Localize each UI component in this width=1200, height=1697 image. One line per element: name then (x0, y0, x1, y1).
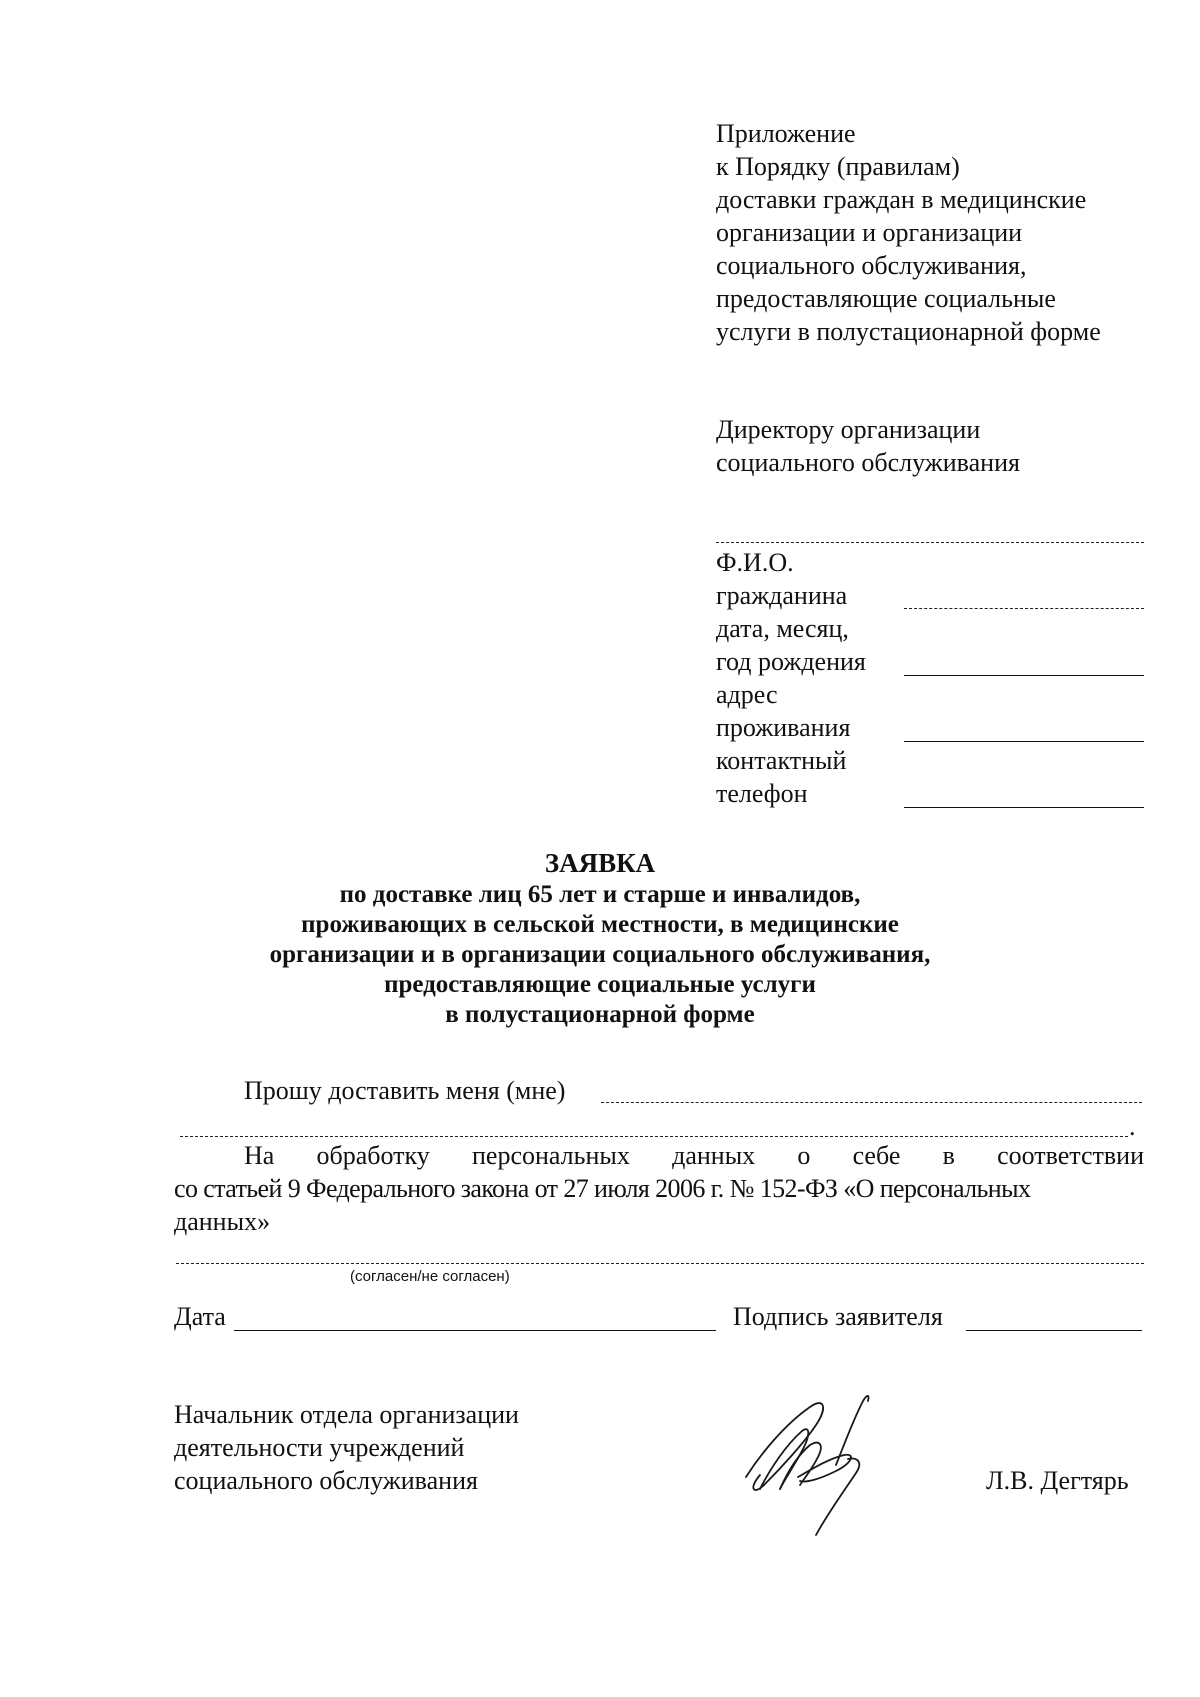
title-line: в полустационарной форме (445, 1001, 755, 1028)
addressee-line: Директору организации (716, 415, 981, 444)
signature-field[interactable] (966, 1330, 1142, 1331)
consent-line-1: На обработку персональных данных о себе в соответствии (244, 1141, 1144, 1170)
request-text: Прошу доставить меня (мне) (244, 1076, 566, 1105)
document-title (0, 848, 1200, 1030)
title-line: проживающих в сельской местности, в медицинские (301, 911, 899, 938)
annex-line: услуги в полустационарной форме (716, 317, 1101, 346)
annex-line: доставки граждан в медицинские (716, 185, 1087, 214)
annex-block (716, 117, 1156, 348)
request-field[interactable] (601, 1102, 1142, 1103)
request-end-mark: . (1129, 1112, 1136, 1141)
annex-line: к Порядку (правилам) (716, 152, 960, 181)
consent-line-3: данных» (174, 1207, 271, 1236)
title-heading: ЗАЯВКА (544, 848, 656, 878)
birth-date-field[interactable] (904, 675, 1144, 676)
annex-line: Приложение (716, 119, 856, 148)
director-name-line[interactable] (716, 542, 1144, 543)
birth-date-label: дата, месяц, (716, 614, 849, 643)
signatory-name: Л.В. Дегтярь (986, 1466, 1129, 1495)
signatory-position-line: Начальник отдела организации (174, 1400, 519, 1429)
consent-field[interactable] (176, 1263, 1144, 1264)
title-line: организации и в организации социального обслуживания, (269, 941, 931, 968)
signatory-position-line: деятельности учреждений (174, 1433, 465, 1462)
addressee-block (716, 413, 1156, 479)
annex-line: организации и организации (716, 218, 1023, 247)
addressee-line: социального обслуживания (716, 448, 1020, 477)
title-line: предоставляющие социальные услуги (384, 971, 816, 998)
consent-caption: (согласен/не согласен) (350, 1268, 510, 1285)
birth-date-label-2: год рождения (716, 647, 866, 676)
applicant-block (716, 546, 916, 810)
address-label-2: проживания (716, 713, 851, 742)
date-field[interactable] (234, 1330, 716, 1331)
fio-label: Ф.И.О. (716, 548, 794, 577)
citizen-name-field[interactable] (904, 608, 1144, 609)
handwritten-signature (740, 1385, 900, 1545)
signatory-position-line: социального обслуживания (174, 1466, 478, 1495)
title-line: по доставке лиц 65 лет и старше и инвалидов, (339, 881, 861, 908)
signatory-position (174, 1398, 634, 1497)
consent-line-2: со статьей 9 Федерального закона от 27 июля 2006 г. № 152-ФЗ «О персональных (174, 1174, 1031, 1203)
address-field[interactable] (904, 741, 1144, 742)
address-label: адрес (716, 680, 778, 709)
phone-field[interactable] (904, 807, 1144, 808)
date-label: Дата (174, 1302, 226, 1331)
annex-line: предоставляющие социальные (716, 284, 1056, 313)
annex-line: социального обслуживания, (716, 251, 1027, 280)
signature-label: Подпись заявителя (733, 1302, 943, 1331)
citizen-label: гражданина (716, 581, 848, 610)
phone-label: контактный (716, 746, 847, 775)
phone-label-2: телефон (716, 779, 808, 808)
request-field-2[interactable] (180, 1136, 1128, 1137)
